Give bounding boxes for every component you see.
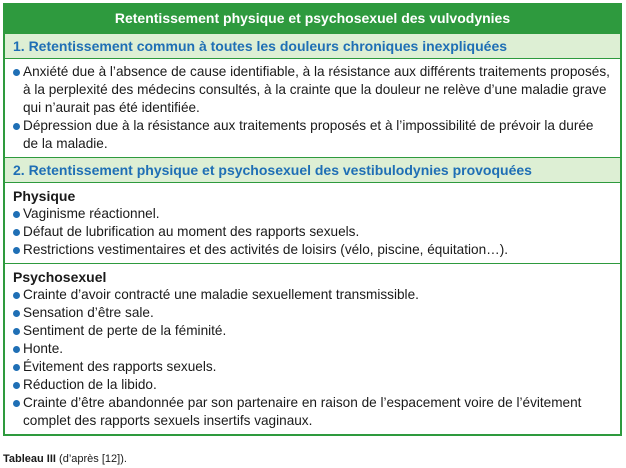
section1-heading: 1. Retentissement commun à toutes les douleurs chroniques inexpliquées — [5, 33, 620, 59]
bullet-icon — [13, 123, 20, 130]
table-title: Retentissement physique et psychosexuel des vulvodynies — [5, 5, 620, 33]
bullet-icon — [13, 364, 20, 371]
list-item-text: Crainte d’avoir contracté une maladie sexuellement transmissible. — [23, 287, 419, 302]
bullet-icon — [13, 69, 20, 76]
bullet-icon — [13, 400, 20, 407]
list-item-text: Crainte d’être abandonnée par son partenaire en raison de l’espacement voire de l’évitement complet des rapports sexuels insertifs vaginaux. — [23, 395, 582, 428]
physique-cell — [5, 183, 620, 263]
bullet-icon — [13, 211, 20, 218]
physique-label: Physique — [13, 188, 76, 204]
list-item — [13, 286, 612, 304]
section2-heading: 2. Retentissement physique et psychosexuel des vestibulodynies provoquées — [5, 157, 620, 183]
list-item-text: Défaut de lubrification au moment des rapports sexuels. — [23, 224, 360, 239]
section1-list — [13, 63, 612, 153]
table — [3, 3, 622, 436]
list-item-text: Réduction de la libido. — [23, 377, 157, 392]
bullet-icon — [13, 292, 20, 299]
table-caption — [3, 452, 127, 466]
section1-body — [5, 59, 620, 157]
caption-label: Tableau III — [3, 453, 56, 465]
list-item — [13, 394, 612, 430]
list-item — [13, 241, 612, 259]
bullet-icon — [13, 229, 20, 236]
bullet-icon — [13, 346, 20, 353]
bullet-icon — [13, 328, 20, 335]
list-item — [13, 63, 612, 117]
list-item-text: Restrictions vestimentaires et des activités de loisirs (vélo, piscine, équitation…). — [23, 242, 509, 257]
list-item — [13, 376, 612, 394]
bullet-icon — [13, 382, 20, 389]
list-item-text: Sensation d’être sale. — [23, 305, 154, 320]
caption-source: (d’après [12]). — [59, 453, 127, 465]
psychosexuel-label: Psychosexuel — [13, 269, 107, 285]
list-item — [13, 304, 612, 322]
physique-list — [13, 205, 612, 259]
bullet-icon — [13, 310, 20, 317]
list-item-text: Anxiété due à l’absence de cause identifiable, à la résistance aux différents traitements proposés, à la perplexité des médecins consultés, à la crainte que la douleur ne relève d’une maladie grave qui n’aurait pas été identifiée. — [23, 64, 610, 115]
list-item — [13, 340, 612, 358]
list-item-text: Dépression due à la résistance aux traitements proposés et à l’impossibilité de prévoir la durée de la maladie. — [23, 118, 594, 151]
list-item-text: Évitement des rapports sexuels. — [23, 359, 217, 374]
list-item — [13, 223, 612, 241]
list-item-text: Sentiment de perte de la féminité. — [23, 323, 227, 338]
list-item — [13, 117, 612, 153]
psychosexuel-cell — [5, 263, 620, 434]
list-item-text: Vaginisme réactionnel. — [23, 206, 160, 221]
list-item — [13, 205, 612, 223]
psychosexuel-list — [13, 286, 612, 430]
list-item-text: Honte. — [23, 341, 64, 356]
list-item — [13, 322, 612, 340]
bullet-icon — [13, 247, 20, 254]
list-item — [13, 358, 612, 376]
